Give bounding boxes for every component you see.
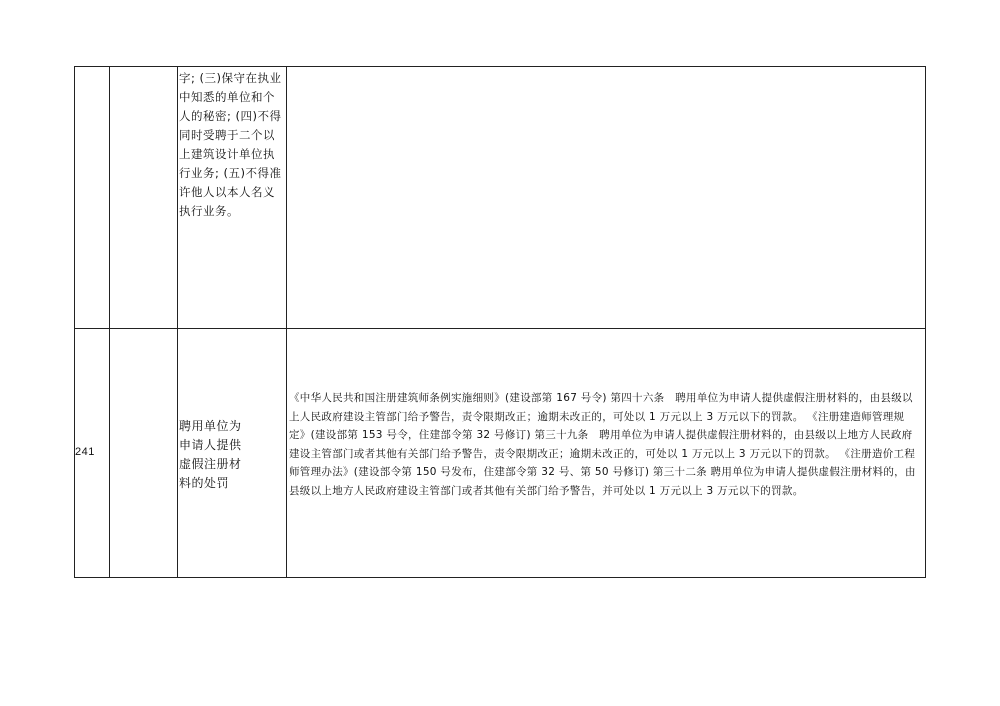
column-divider [286,67,287,577]
row2-number-cell: 241 [75,446,95,458]
row2-legal-basis-cell: 《中华人民共和国注册建筑师条例实施细则》(建设部第 167 号令) 第四十六条 聘用单位为申请人提供虚假注册材料的，由县级以上人民政府建设主管部门给予警告，责令限期改正；逾期未改正的，可处以 1 万元以上 3 万元以下的罚款。 《注册建造师管理规定》(建设部第 153 号令，住建部令第 32 号修订) 第三十九条 聘用单位为申请人提供虚假注册材料的，由县级以上地方人民政府建设主管部门或者其他有关部门给予警告，责令限期改正；逾期未改正的，可处以 1 万元以上 3 万元以下的罚款。 《注册造价工程师管理办法》(建设部令第 150 号发布，住建部令第 32 号、第 50 号修订) 第三十二条 聘用单位为申请人提供虚假注册材料的，由县级以上地方人民政府建设主管部门或者其他有关部门给予警告，并可处以 1 万元以上 3 万元以下的罚款。 [289,392,916,497]
penalty-table [74,66,926,578]
row-divider [75,328,925,329]
column-divider [177,67,178,577]
row1-duties-cell: 字; (三)保守在执业 中知悉的单位和个 人的秘密; (四)不得 同时受聘于二个以 上建筑设计单位执 行业务; (五)不得准 许他人以本人名义 执行业务。 [179,71,282,218]
row2-item-name-cell: 聘用单位为 申请人提供 虚假注册材 料的处罚 [179,419,242,490]
column-divider [109,67,110,577]
